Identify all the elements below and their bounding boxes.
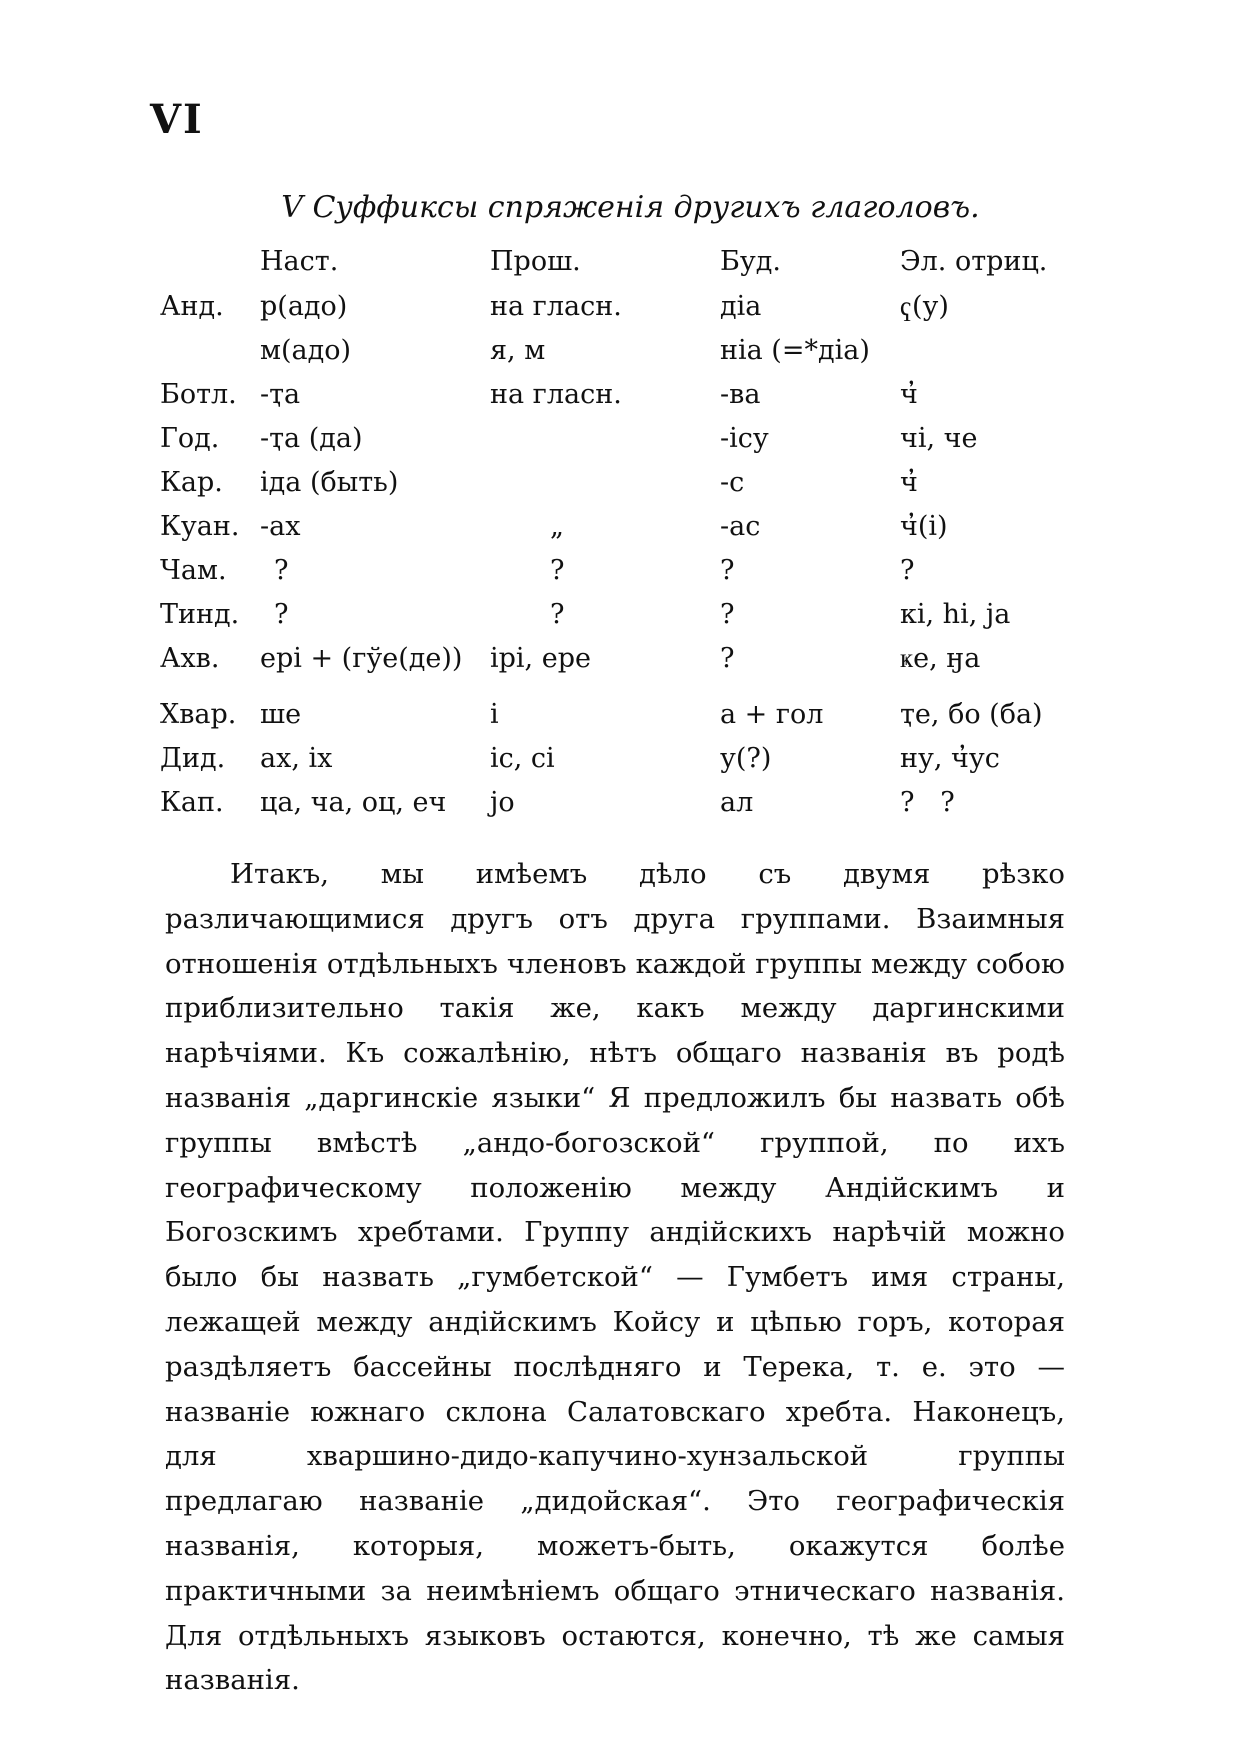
cell-future: ніа (=*діа) bbox=[720, 334, 870, 366]
header-language bbox=[160, 238, 260, 284]
table-row bbox=[160, 504, 1070, 548]
cell-future: -ас bbox=[720, 510, 761, 542]
cell-present: ері + (гўе(де)) bbox=[260, 642, 463, 674]
cell-past: на гласн. bbox=[490, 378, 622, 410]
cell-present: ? bbox=[274, 554, 289, 586]
table-row bbox=[160, 460, 1070, 504]
table-row bbox=[160, 636, 1070, 680]
table-header-row bbox=[160, 238, 1070, 284]
table-row bbox=[160, 548, 1070, 592]
cell-language: Кап. bbox=[160, 786, 224, 818]
cell-past: ? bbox=[550, 598, 565, 630]
cell-past: я, м bbox=[490, 334, 546, 366]
cell-negation: чі, че bbox=[900, 422, 978, 454]
cell-future: діа bbox=[720, 290, 762, 322]
table-row bbox=[160, 780, 1070, 824]
cell-present: ца, ча, оц, еч bbox=[260, 786, 447, 818]
cell-present: ? bbox=[274, 598, 289, 630]
cell-past: і bbox=[490, 698, 499, 730]
table-row bbox=[160, 592, 1070, 636]
cell-language: Тинд. bbox=[160, 598, 240, 630]
suffix-table bbox=[160, 238, 1070, 824]
cell-future: а + гол bbox=[720, 698, 824, 730]
cell-negation: ну, ч̓ус bbox=[900, 742, 1000, 774]
header-present: Наст. bbox=[260, 245, 339, 277]
header-negation: Эл. отриц. bbox=[900, 245, 1048, 277]
cell-past: „ bbox=[550, 510, 564, 542]
cell-present: -ҭа bbox=[260, 378, 301, 410]
cell-present: іда (быть) bbox=[260, 466, 399, 498]
cell-future: ? bbox=[720, 642, 735, 674]
header-future: Буд. bbox=[720, 245, 781, 277]
cell-negation: ч̓ bbox=[900, 466, 918, 498]
cell-present: м(адо) bbox=[260, 334, 352, 366]
section-title: V Суффиксы спряженія другихъ глаголовъ. bbox=[281, 190, 980, 225]
cell-language: Кар. bbox=[160, 466, 223, 498]
cell-past bbox=[490, 416, 720, 460]
cell-negation bbox=[900, 328, 1070, 372]
cell-past: іpі, ере bbox=[490, 642, 591, 674]
cell-present: -ҭа (да) bbox=[260, 422, 363, 454]
cell-future: ? bbox=[720, 598, 735, 630]
cell-language: Хвар. bbox=[160, 698, 237, 730]
cell-language: Год. bbox=[160, 422, 220, 454]
cell-present: ах, іх bbox=[260, 742, 333, 774]
cell-present: -ах bbox=[260, 510, 301, 542]
cell-language bbox=[160, 328, 260, 372]
cell-present: ше bbox=[260, 698, 302, 730]
cell-future: ал bbox=[720, 786, 754, 818]
cell-negation: ? ? bbox=[900, 786, 955, 818]
cell-negation: ч̓ bbox=[900, 378, 918, 410]
table-row bbox=[160, 736, 1070, 780]
table-row bbox=[160, 680, 1070, 736]
cell-past bbox=[490, 460, 720, 504]
cell-past: ? bbox=[550, 554, 565, 586]
table-row bbox=[160, 372, 1070, 416]
table-row bbox=[160, 416, 1070, 460]
page-number: VI bbox=[150, 96, 204, 143]
cell-negation: ҭе, бо (ба) bbox=[900, 698, 1043, 730]
header-past: Прош. bbox=[490, 245, 581, 277]
cell-future: -с bbox=[720, 466, 745, 498]
cell-language: Ботл. bbox=[160, 378, 237, 410]
cell-past: на гласн. bbox=[490, 290, 622, 322]
cell-language: Дид. bbox=[160, 742, 226, 774]
cell-future: -ва bbox=[720, 378, 761, 410]
cell-negation: кі, hі, ја bbox=[900, 598, 1011, 630]
cell-language: Ахв. bbox=[160, 642, 220, 674]
cell-language: Чам. bbox=[160, 554, 227, 586]
cell-negation: ҝе, ӈа bbox=[900, 642, 981, 674]
cell-language: Куан. bbox=[160, 510, 240, 542]
cell-past: іс, сі bbox=[490, 742, 555, 774]
cell-language: Анд. bbox=[160, 290, 224, 322]
table-row bbox=[160, 284, 1070, 328]
cell-negation: ? bbox=[900, 554, 915, 586]
cell-negation: ҁ(у) bbox=[900, 290, 949, 322]
cell-future: у(?) bbox=[720, 742, 772, 774]
body-paragraph: Итакъ, мы имѣемъ дѣло съ двумя рѣзко различающимися другъ отъ друга группами. Взаимныя отношенія отдѣльныхъ членовъ каждой группы между собою приблизительно такія же, какъ между даргинскими нарѣчіями. Къ сожалѣнію, нѣтъ общаго названія въ родѣ названія „даргинскіе языки“ Я предложилъ бы назвать обѣ группы вмѣстѣ „андо-богозской“ группой, по ихъ географическому положенію между Андійскимъ и Богозскимъ хребтами. Группу андійскихъ нарѣчій можно было бы назвать „гумбетской“ — Гумбетъ имя страны, лежащей между андійскимъ Койсу и цѣпью горъ, которая раздѣляетъ бассейны послѣдняго и Терека, т. е. это — названіе южнаго склона Салатовскаго хребта. Наконецъ, для хваршино-дидо-капучино-хунзальской группы предлагаю названіе „дидойская“. Это географическія названія, которыя, можетъ-быть, окажутся болѣе практичными за неимѣніемъ общаго этническаго названія. Для отдѣльныхъ языковъ остаются, конечно, тѣ же самыя названія. bbox=[165, 858, 1065, 1697]
cell-negation: ч̓(і) bbox=[900, 510, 948, 542]
table-row bbox=[160, 328, 1070, 372]
cell-future: -ісу bbox=[720, 422, 769, 454]
cell-future: ? bbox=[720, 554, 735, 586]
cell-past: јо bbox=[490, 786, 515, 818]
cell-present: р(адо) bbox=[260, 290, 348, 322]
